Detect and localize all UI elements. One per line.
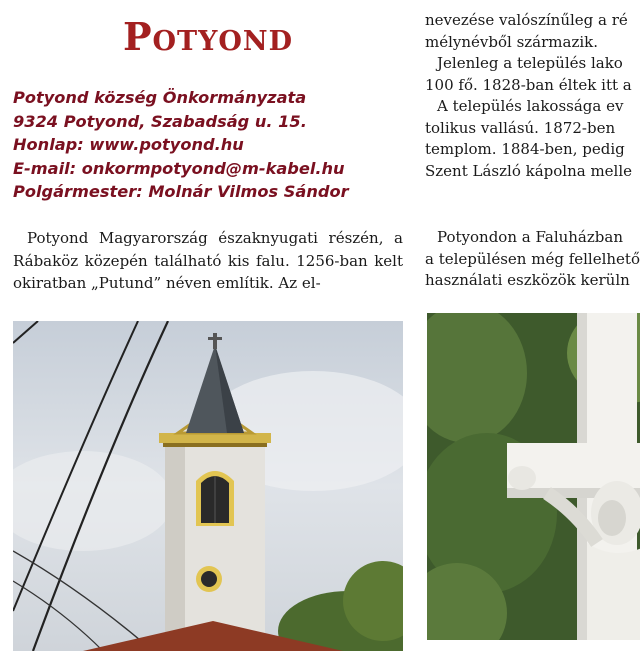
mayor: Polgármester: Molnár Vilmos Sándor [13, 182, 349, 201]
church-image [13, 321, 403, 651]
right-text-bottom [425, 227, 640, 292]
text-line: nevezése valószínűleg a ré [425, 11, 628, 29]
text-line: templom. 1884-ben, pedig [425, 140, 625, 158]
crucifix-photo [427, 313, 640, 640]
email[interactable]: E-mail: onkormpotyond@m-kabel.hu [13, 158, 345, 178]
text-line: 100 fő. 1828-ban éltek itt a [425, 75, 632, 94]
intro-paragraph: Potyond Magyarország északnyugati részén, a Rábaköz közepén található kis falu. 1256-ban kelt okiratban „Putund” néven említik. Az el- [13, 229, 403, 292]
text-line: Jelenleg a település lako [437, 54, 623, 72]
address: 9324 Potyond, Szabadság u. 15. [13, 111, 307, 131]
website[interactable]: Honlap: www.potyond.hu [13, 135, 244, 154]
right-column [425, 0, 640, 640]
right-text-top [425, 10, 640, 182]
page-title: Potyond [122, 14, 294, 59]
crucifix-image [427, 313, 640, 640]
municipality-name: Potyond község Önkormányzata [13, 88, 307, 107]
text-line: Potyondon a Faluházban [437, 228, 623, 246]
church-photo [13, 321, 403, 651]
text-line: Szent László kápolna melle [425, 161, 633, 180]
text-line: tolikus vallású. 1872-ben [425, 118, 616, 137]
text-line: használati eszközök kerüln [425, 271, 630, 289]
text-line: A település lakossága ev [437, 97, 624, 115]
left-column [13, 0, 403, 640]
text-line: a településen még fellelhető [425, 249, 640, 268]
contact-block [13, 86, 403, 204]
text-line: mélynévből származik. [425, 32, 599, 51]
